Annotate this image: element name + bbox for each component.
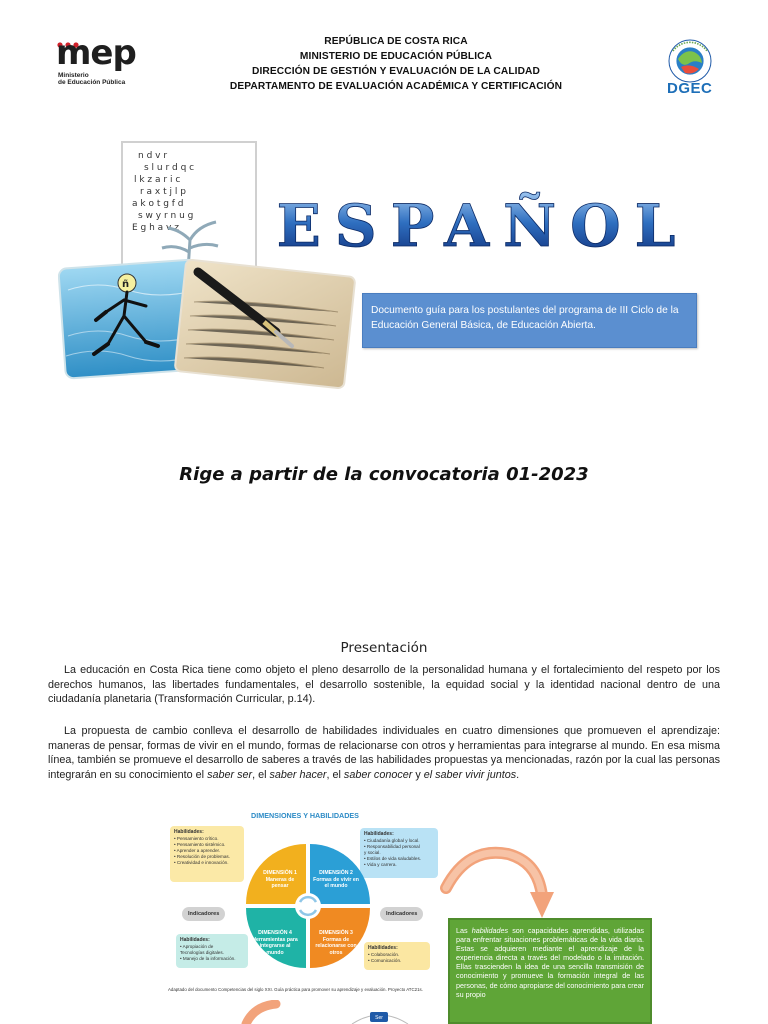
svg-text:l k z a r i c: l k z a r i c [134,175,181,185]
habilidades-box-1: Habilidades: • Pensamiento crítico. • Pensamiento sistémico. • Aprender a aprender. • Resolución de problemas. • Creatividad e innovación. [170,826,244,882]
header-line-1: REPÚBLICA DE COSTA RICA [324,36,468,47]
validity-notice: Rige a partir de la convocatoria 01-2023 [179,464,589,485]
habilidades-box-2: Habilidades: • Ciudadanía global y local. • Responsabilidad personal y social. • Estilos de vida saludables. • Vida y carrera. [360,828,438,878]
indicadores-badge-left: Indicadores [182,907,225,921]
saber-hacer: saber hacer [269,768,327,781]
svg-text:s w y r n u g: s w y r n u g [138,211,194,221]
bottom-arrow-icon [236,1000,296,1024]
indicadores-badge-right: Indicadores [380,907,423,921]
saber-conocer: saber conocer [343,768,413,781]
svg-text:E g h a v z: E g h a v z [132,223,179,233]
dgec-acronym: DGEC [667,80,713,97]
pen-paper-image [175,259,356,388]
infographic-title: DIMENSIONES Y HABILIDADES [251,811,359,820]
bottom-node [350,1004,410,1024]
cover-collage [58,140,358,390]
subject-title-text: ESPAÑOL [276,192,690,254]
svg-text:a k o t g f d: a k o t g f d [132,199,184,209]
dimensions-infographic [164,806,446,1006]
paragraph-2: La propuesta de cambio conlleva el desarrollo de habilidades individuales en cuatro dimensiones que promueven el aprendizaje: maneras de pensar, formas de vivir en el mundo, formas de relacionarse con otros y herramientas para integrarse al mundo. En esa misma línea, también se promueve el desarrollo de saberes a través de las habilidades propuestas ya mencionadas, razón por la cual las personas integrarán en su conocimiento el saber ser, el saber hacer, el saber conocer y el saber vivir juntos. [48,725,720,781]
mep-logo [56,33,136,86]
dimension-1-label: DIMENSIÓN 1 Maneras de pensar [263,870,297,890]
header-line-3: DIRECCIÓN DE GESTIÓN Y EVALUACIÓN DE LA CALIDAD [252,66,540,77]
mep-logo-subtitle: Ministerio de Educación Pública [58,72,126,86]
curved-arrow-icon [438,836,558,930]
header-line-2: MINISTERIO DE EDUCACIÓN PÚBLICA [299,51,493,62]
svg-text:s l u r d q c: s l u r d q c [144,163,195,173]
section-title-presentacion: Presentación [340,640,428,656]
paragraph-1: La educación en Costa Rica tiene como objeto el pleno desarrollo de la personalidad humana y el fortalecimiento del respeto por los derechos humanos, las libertades fundamentales, el desarrollo sostenible, la equidad social y la identidad nacional dentro de una ciudadanía planetaria (Transformación Curricular, p.14). [48,664,720,706]
svg-text:n d v r: n d v r [138,151,168,161]
mep-logo-word: mep [56,33,136,73]
svg-text:r a x t j l p: r a x t j l p [140,187,186,197]
svg-text:Ser: Ser [375,1015,383,1021]
header-line-4: DEPARTAMENTO DE EVALUACIÓN ACADÉMICA Y CERTIFICACIÓN [229,81,563,92]
svg-text:ñ: ñ [122,279,130,290]
letter-tree-image [122,142,256,270]
dimension-2-label: DIMENSIÓN 2 Formas de vivir en el mundo [313,870,359,890]
saber-ser: saber ser [207,768,253,781]
dimension-4-label: DIMENSIÓN 4 Herramientas para integrarse al mundo [252,930,298,956]
habilidades-definition-box: Las habilidades son capacidades aprendidas, utilizadas para enfrentar situaciones problemáticas de la vida diaria. Estas se adquieren mediante el aprendizaje de la experiencia directa a través del modelado o la imitación. Ellas trascienden la idea de una sencilla transmisión de conocimiento y promueve la formación integral de las personas, de cómo apropiarse del conocimiento para crear su propio [448,918,652,1024]
subject-title [268,190,698,254]
institution-header [200,34,592,94]
dimension-3-label: DIMENSIÓN 3 Formas de relacionarse con otros [315,930,357,956]
infographic-caption: Adaptado del documento Competencias del siglo XXI. Guía práctica para promover su aprendizaje y evaluación. Proyecto ATC21s. [168,987,423,992]
habilidades-box-3: Habilidades: • Colaboración. • Comunicación. [364,942,430,970]
habilidades-box-4: Habilidades: • Apropiación de Tecnologías digitales. • Manejo de la información. [176,934,248,968]
intro-box: Documento guía para los postulantes del programa de III Ciclo de la Educación General Básica, de Educación Abierta. [362,293,697,348]
saber-vivir-juntos: el saber vivir juntos [423,768,517,781]
